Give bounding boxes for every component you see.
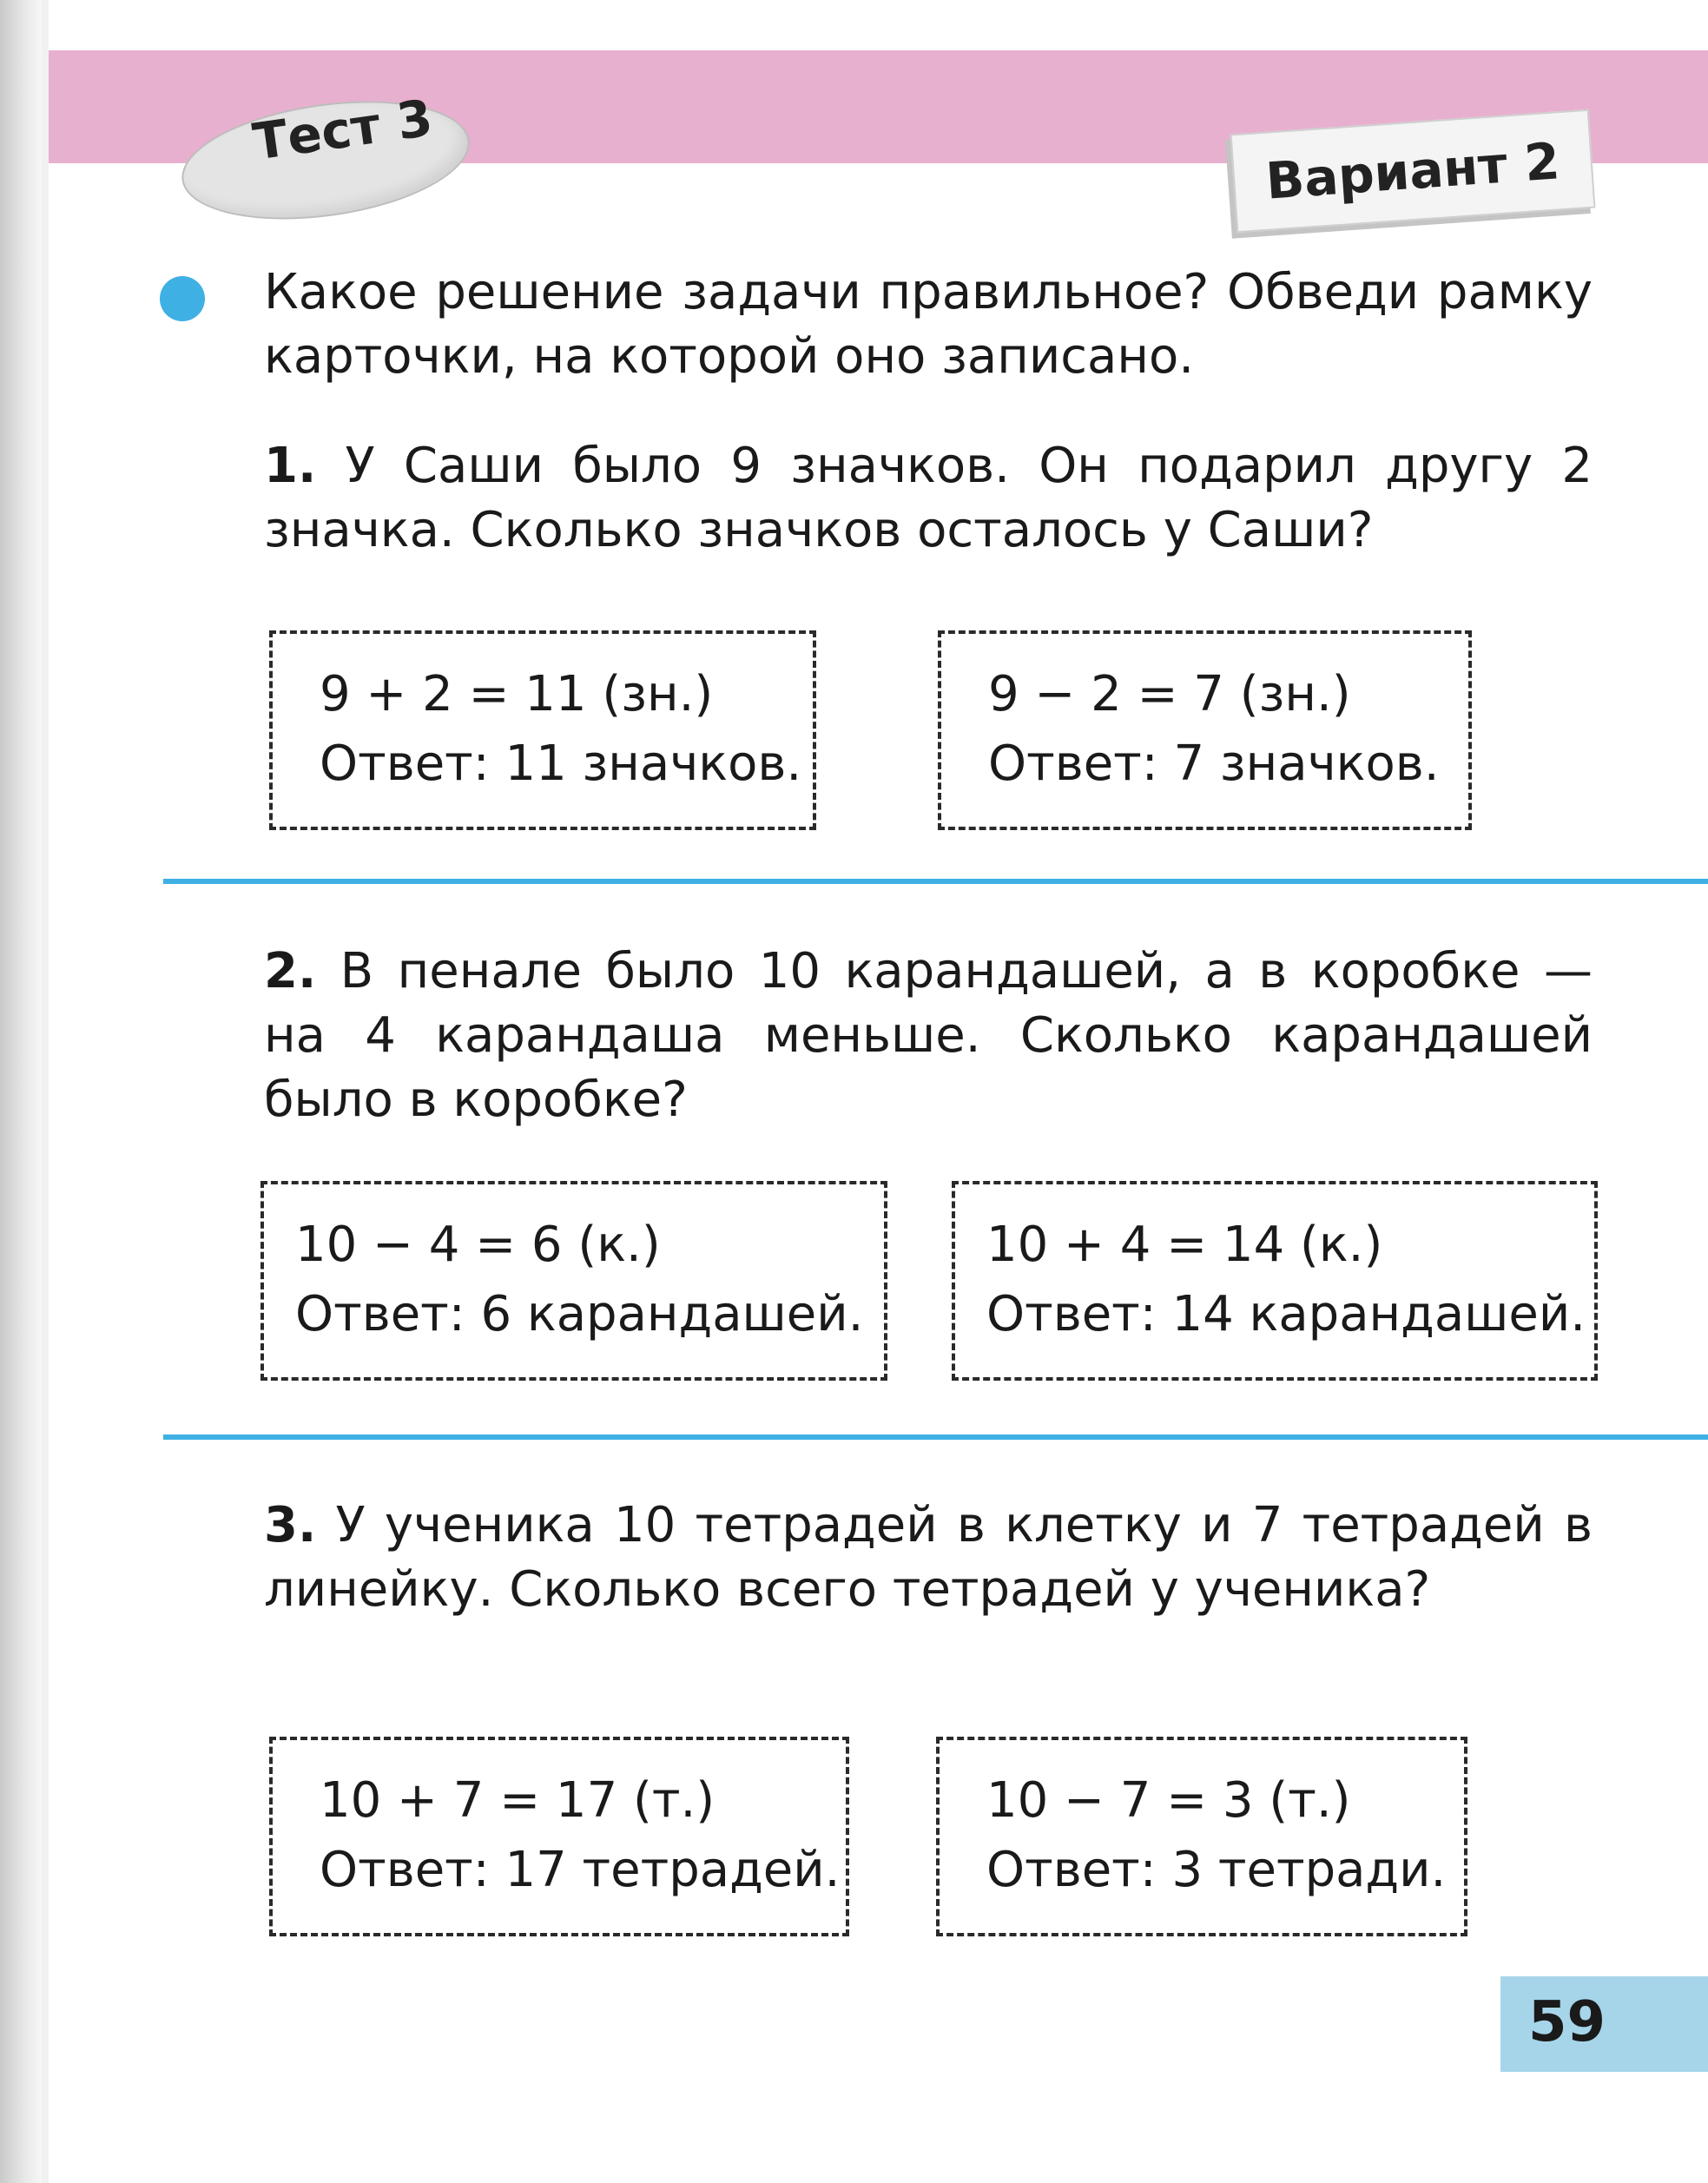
section-divider [163, 879, 1708, 884]
task-2-text [264, 940, 1593, 1132]
card-equation: 9 − 2 = 7 (зн.) [988, 666, 1351, 722]
card-answer: Ответ: 14 карандашей. [986, 1286, 1586, 1342]
card-equation: 10 − 7 = 3 (т.) [986, 1772, 1351, 1829]
card-equation: 10 + 4 = 14 (к.) [986, 1217, 1383, 1273]
bullet-dot-icon [160, 276, 205, 321]
task-3-text [264, 1494, 1593, 1622]
task-statement: У Саши было 9 значков. Он подарил другу 2 значка. Сколько значков осталось у Саши? [264, 438, 1593, 558]
answer-card[interactable] [269, 630, 816, 830]
variant-title: Вариант 2 [1263, 131, 1562, 211]
card-equation: 10 − 4 = 6 (к.) [295, 1217, 661, 1273]
task-number: 2. [264, 943, 317, 999]
card-answer: Ответ: 7 значков. [988, 735, 1440, 792]
task-number: 3. [264, 1497, 317, 1553]
card-answer: Ответ: 6 карандашей. [295, 1286, 864, 1342]
card-answer: Ответ: 3 тетради. [986, 1842, 1447, 1898]
task-statement: У ученика 10 тетрадей в клетку и 7 тетрадей в линейку. Сколько всего тетрадей у ученика? [264, 1497, 1593, 1618]
answer-card[interactable] [269, 1737, 849, 1936]
answer-card[interactable] [938, 630, 1472, 830]
test-title: Тест 3 [249, 88, 437, 172]
card-equation: 10 + 7 = 17 (т.) [320, 1772, 716, 1829]
book-binding-shadow [0, 0, 42, 2183]
card-answer: Ответ: 11 значков. [320, 735, 802, 792]
card-equation: 9 + 2 = 11 (зн.) [320, 666, 714, 722]
page-number: 59 [1528, 1990, 1606, 2054]
card-answer: Ответ: 17 тетрадей. [320, 1842, 841, 1898]
answer-card[interactable] [260, 1181, 887, 1381]
task-statement: В пенале было 10 карандашей, а в коробке — на 4 карандаша меньше. Сколько карандашей было в коробке? [264, 943, 1593, 1128]
answer-card[interactable] [936, 1737, 1467, 1936]
answer-card[interactable] [952, 1181, 1598, 1381]
page-edge [42, 0, 49, 2183]
task-number: 1. [264, 438, 317, 494]
instruction-text: Какое решение задачи правильное? Обведи рамку карточки, на которой оно записано. [264, 264, 1593, 385]
section-divider [163, 1434, 1708, 1440]
task-1-text [264, 434, 1593, 563]
